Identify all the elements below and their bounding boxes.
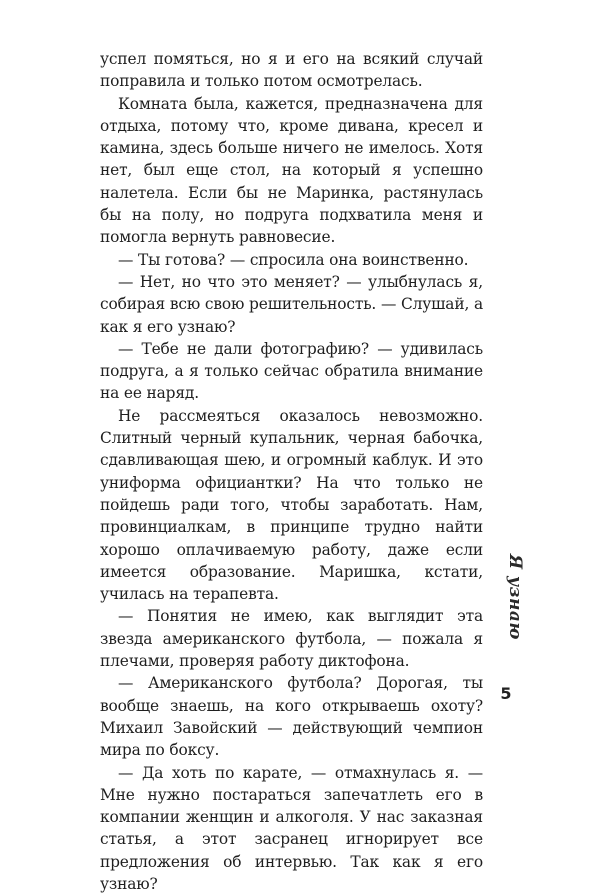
paragraph: — Американского футбола? Дорогая, ты вообще знаешь, на кого открываешь охоту? Михаил Завойский — действующий чемпион мира по боксу.	[100, 672, 483, 761]
paragraph: Не рассмеяться оказалось невозможно. Слитный черный купальник, черная бабочка, сдавливающая шею, и огромный каблук. И это униформа официантки? На что только не пойдешь ради того, чтобы заработать. Нам, провинциалкам, в принципе трудно найти хорошо оплачиваемую работу, даже если имеется образование. Маришка, кстати, училась на терапевта.	[100, 405, 483, 606]
paragraph: Комната была, кажется, предназначена для отдыха, потому что, кроме дивана, кресел и камина, здесь больше ничего не имелось. Хотя нет, был еще стол, на который я успешно налетела. Если бы не Маринка, растянулась бы на полу, но подруга подхватила меня и помогла вернуть равновесие.	[100, 93, 483, 249]
page-number: 5	[496, 684, 516, 703]
paragraph: — Понятия не имею, как выглядит эта звезда американского футбола, — пожала я плечами, проверяя работу диктофона.	[100, 605, 483, 672]
paragraph: успел помяться, но я и его на всякий случай поправила и только потом осмотрелась.	[100, 48, 483, 93]
paragraph: — Да хоть по карате, — отмахнулась я. — Мне нужно постараться запечатлеть его в компании женщин и алкоголя. У нас заказная статья, а этот засранец игнорирует все предложения об интервью. Так как я его узнаю?	[100, 762, 483, 895]
running-title-text: Я узнаю	[505, 554, 525, 640]
paragraph: — Ты готова? — спросила она воинственно.	[100, 249, 483, 271]
paragraph: — Нет, но что это меняет? — улыбнулась я, собирая всю свою решительность. — Слушай, а как я его узнаю?	[100, 271, 483, 338]
paragraph: — Тебе не дали фотографию? — удивилась подруга, а я только сейчас обратила внимание на ее наряд.	[100, 338, 483, 405]
running-title	[495, 522, 535, 672]
body-text	[100, 48, 483, 895]
